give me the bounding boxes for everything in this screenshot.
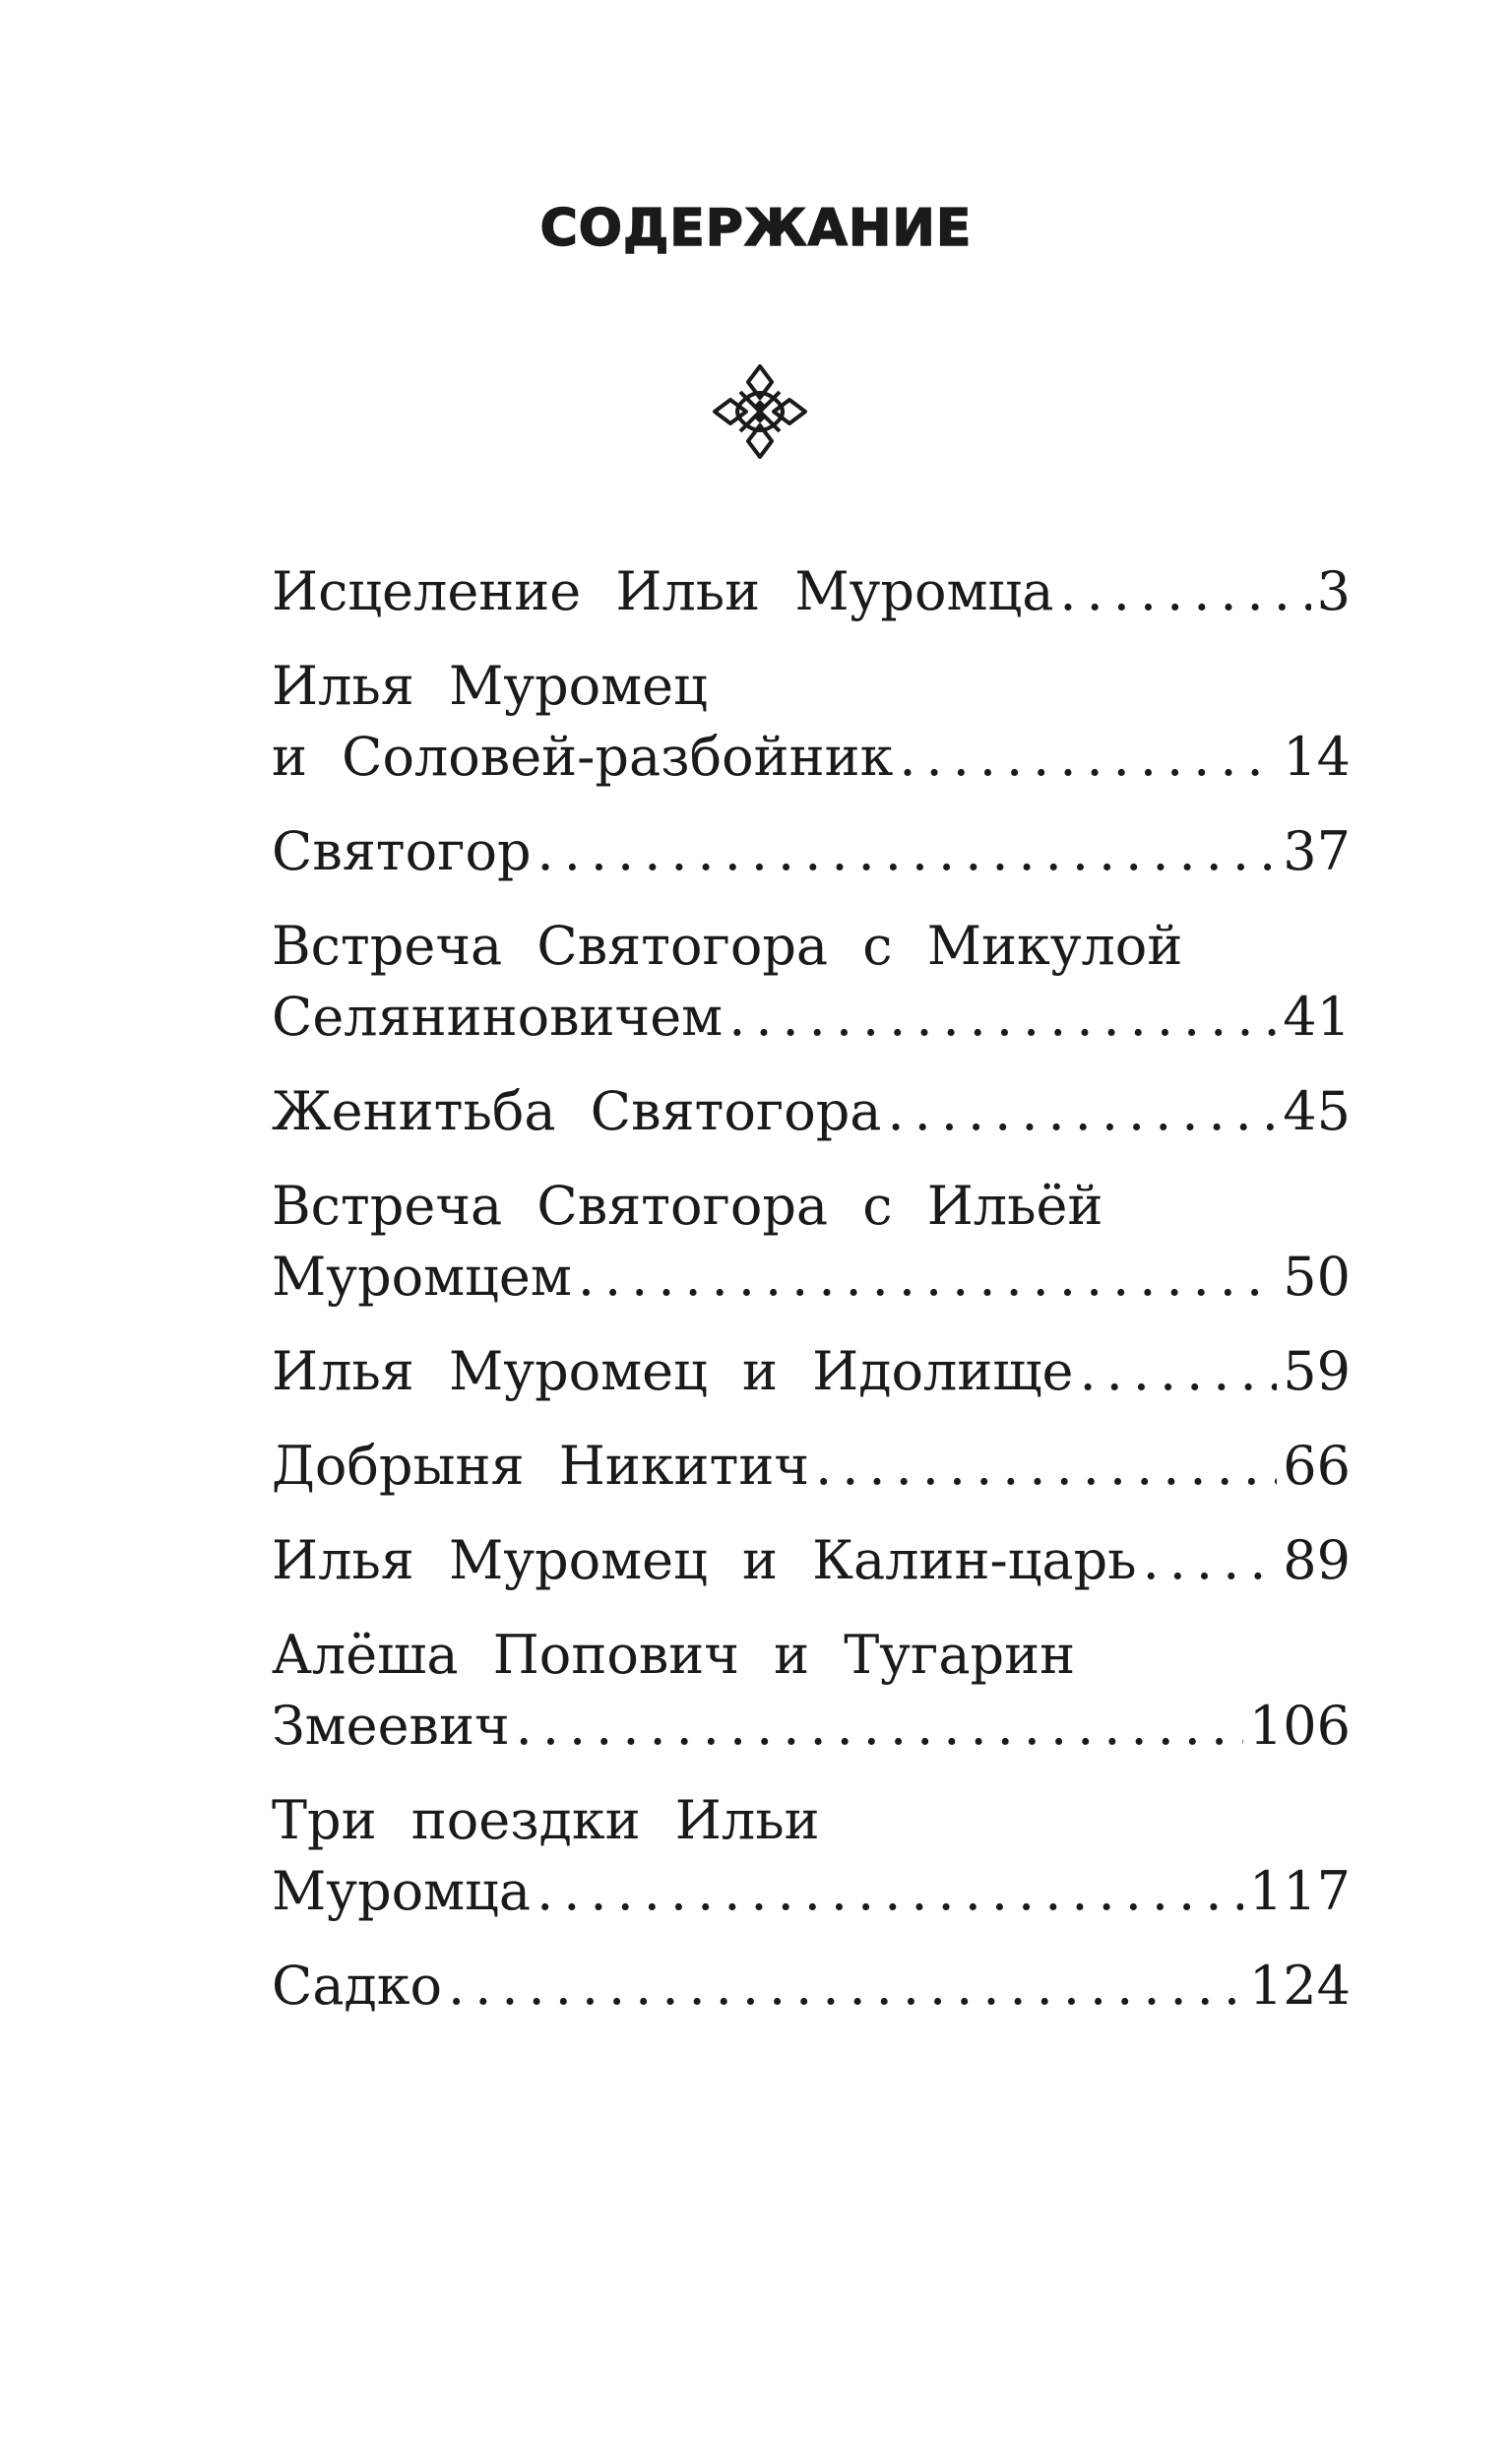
toc-entry[interactable] (272, 1171, 1351, 1313)
toc-entry-line (272, 722, 1351, 793)
toc-entry[interactable] (272, 1076, 1351, 1147)
dot-leader (1143, 1525, 1278, 1596)
toc-entry-title-cont: и Соловей-разбойник (272, 726, 894, 788)
table-of-contents (272, 556, 1351, 2045)
dot-leader (899, 722, 1277, 793)
toc-entry[interactable] (272, 816, 1351, 887)
toc-entry-line (272, 1525, 1351, 1596)
toc-entry-page: 14 (1283, 726, 1351, 788)
toc-entry-line (272, 1431, 1351, 1502)
dot-leader (537, 816, 1278, 887)
toc-entry-title: Добрыня Никитич (272, 1435, 810, 1497)
toc-entry[interactable] (272, 1785, 1351, 1927)
celtic-knot-ornament-icon (711, 362, 809, 461)
toc-entry-line (272, 982, 1351, 1053)
toc-entry-title: Встреча Святогора с Микулой (272, 915, 1183, 977)
toc-entry[interactable] (272, 911, 1351, 1053)
toc-entry-line (272, 1242, 1351, 1313)
toc-entry-line (272, 1691, 1351, 1762)
toc-entry-title: Женитьба Святогора (272, 1080, 882, 1142)
toc-entry-title-cont: Селяниновичем (272, 986, 724, 1048)
toc-entry[interactable] (272, 651, 1351, 793)
toc-entry-page: 50 (1283, 1246, 1351, 1308)
toc-entry-line (272, 1951, 1351, 2022)
dot-leader (1079, 1336, 1277, 1407)
toc-entry-title: Исцеление Ильи Муромца (272, 560, 1054, 622)
toc-entry-page: 45 (1283, 1080, 1351, 1142)
toc-entry[interactable] (272, 1431, 1351, 1502)
toc-entry-page: 3 (1316, 560, 1351, 622)
dot-leader (728, 982, 1277, 1053)
toc-entry-title: Встреча Святогора с Ильёй (272, 1175, 1103, 1237)
dot-leader (815, 1431, 1277, 1502)
toc-entry-line (272, 1076, 1351, 1147)
page-title: СОДЕРЖАНИЕ (539, 199, 973, 258)
toc-entry-page: 66 (1283, 1435, 1351, 1497)
toc-entry[interactable] (272, 1620, 1351, 1762)
toc-entry-line (272, 816, 1351, 887)
toc-entry-line (272, 556, 1351, 627)
toc-entry-title: Святогор (272, 820, 532, 882)
toc-entry-page: 124 (1248, 1955, 1351, 2017)
dot-leader (516, 1691, 1243, 1762)
toc-entry-title-cont: Муромца (272, 1860, 532, 1922)
toc-entry-line (272, 1856, 1351, 1927)
toc-entry-title: Три поездки Ильи (272, 1789, 820, 1851)
toc-entry-title: Алёша Попович и Тугарин (272, 1624, 1076, 1686)
toc-entry-title: Илья Муромец и Калин-царь (272, 1529, 1137, 1591)
toc-entry-title: Илья Муромец (272, 655, 708, 717)
toc-entry-page: 106 (1248, 1695, 1351, 1757)
toc-entry-page: 37 (1283, 820, 1351, 882)
toc-entry-page: 59 (1283, 1340, 1351, 1402)
toc-entry-line (272, 1336, 1351, 1407)
toc-entry[interactable] (272, 556, 1351, 627)
toc-entry-title-cont: Муромцем (272, 1246, 572, 1308)
toc-entry-page: 41 (1283, 986, 1351, 1048)
dot-leader (448, 1951, 1243, 2022)
toc-entry-title: Илья Муромец и Идолище (272, 1340, 1074, 1402)
dot-leader (888, 1076, 1278, 1147)
toc-entry-page: 117 (1248, 1860, 1351, 1922)
toc-entry[interactable] (272, 1336, 1351, 1407)
toc-entry[interactable] (272, 1525, 1351, 1596)
toc-entry[interactable] (272, 1951, 1351, 2022)
toc-entry-title: Садко (272, 1955, 443, 2017)
toc-entry-page: 89 (1283, 1529, 1351, 1591)
toc-entry-title-cont: Змеевич (272, 1695, 510, 1757)
dot-leader (1059, 556, 1310, 627)
dot-leader (536, 1856, 1243, 1927)
dot-leader (578, 1242, 1277, 1313)
